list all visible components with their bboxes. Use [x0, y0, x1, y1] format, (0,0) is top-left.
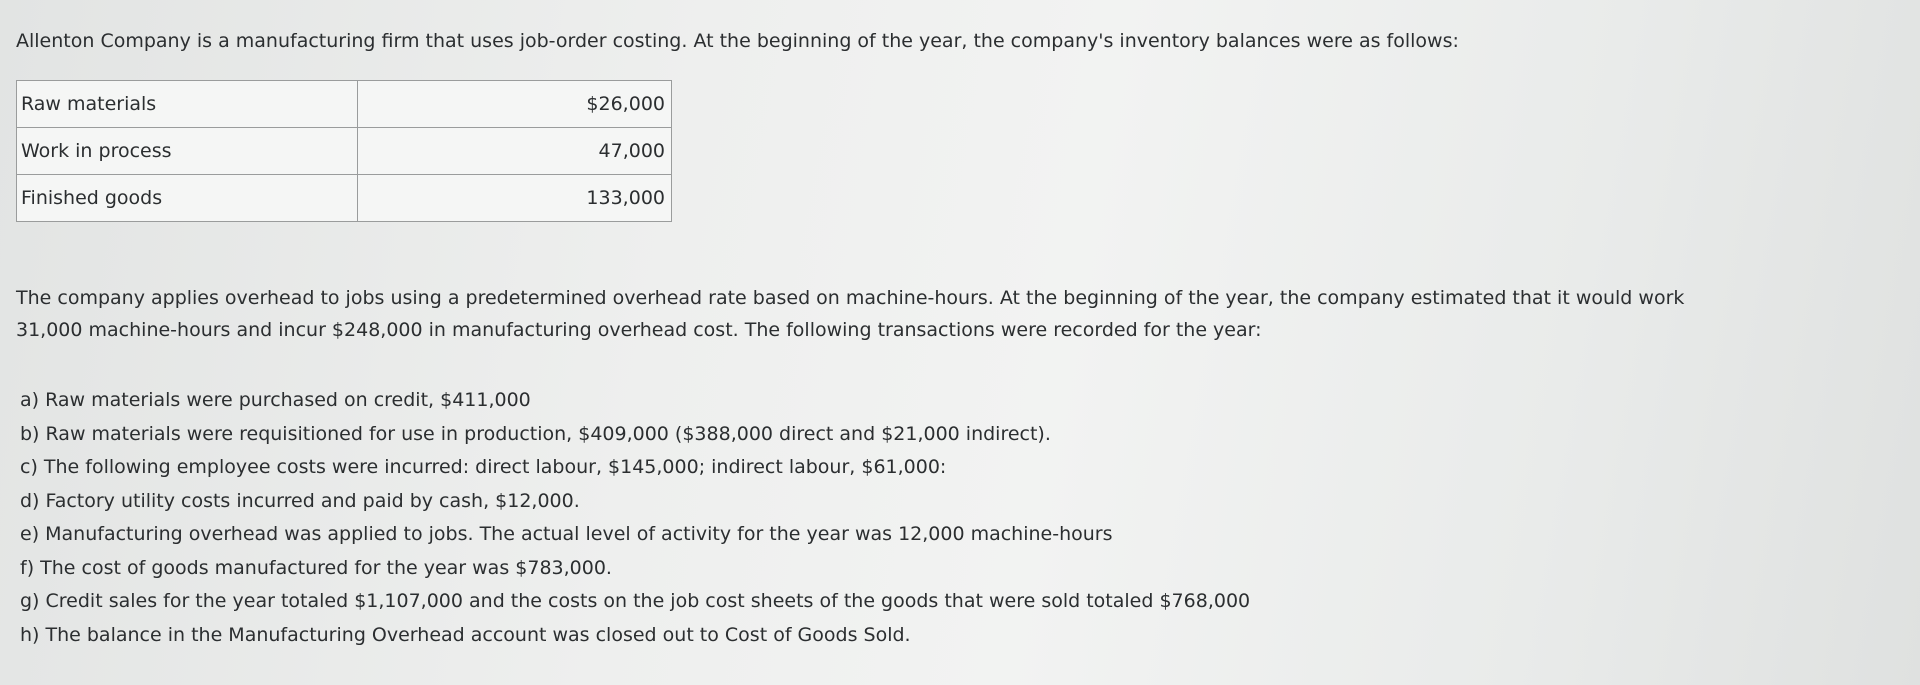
intro-text: Allenton Company is a manufacturing firm that uses job-order costing. At the beginning of the year, the company's inventory balances were as follows:	[16, 30, 1459, 52]
table-row	[17, 128, 672, 175]
table-row	[17, 175, 672, 222]
overhead-line-1: The company applies overhead to jobs using a predetermined overhead rate based on machine-hours. At the beginning of the year, the company estimated that it would work	[16, 287, 1685, 309]
row-label-work-in-process: Work in process	[17, 128, 358, 175]
row-label-raw-materials: Raw materials	[17, 81, 358, 128]
overhead-paragraph	[16, 282, 1896, 346]
table-row	[17, 81, 672, 128]
transaction-d: d) Factory utility costs incurred and paid by cash, $12,000.	[20, 489, 580, 512]
transactions-list	[20, 384, 1250, 652]
inventory-balances-table	[16, 80, 672, 222]
transaction-f: f) The cost of goods manufactured for the year was $783,000.	[20, 556, 612, 579]
row-amount-work-in-process: 47,000	[358, 128, 672, 175]
row-amount-raw-materials: $26,000	[358, 81, 672, 128]
overhead-line-2: 31,000 machine-hours and incur $248,000 in manufacturing overhead cost. The following transactions were recorded for the year:	[16, 319, 1262, 341]
row-amount-finished-goods: 133,000	[358, 175, 672, 222]
transaction-c: c) The following employee costs were incurred: direct labour, $145,000; indirect labour, $61,000:	[20, 456, 947, 478]
transaction-e: e) Manufacturing overhead was applied to jobs. The actual level of activity for the year was 12,000 machine-hours	[20, 523, 1113, 545]
transaction-h: h) The balance in the Manufacturing Overhead account was closed out to Cost of Goods Sold.	[20, 623, 911, 646]
transaction-b: b) Raw materials were requisitioned for use in production, $409,000 ($388,000 direct and $21,000 indirect).	[20, 422, 1051, 445]
transaction-a: a) Raw materials were purchased on credit, $411,000	[20, 389, 531, 411]
row-label-finished-goods: Finished goods	[17, 175, 358, 222]
transaction-g: g) Credit sales for the year totaled $1,107,000 and the costs on the job cost sheets of the goods that were sold totaled $768,000	[20, 590, 1251, 612]
